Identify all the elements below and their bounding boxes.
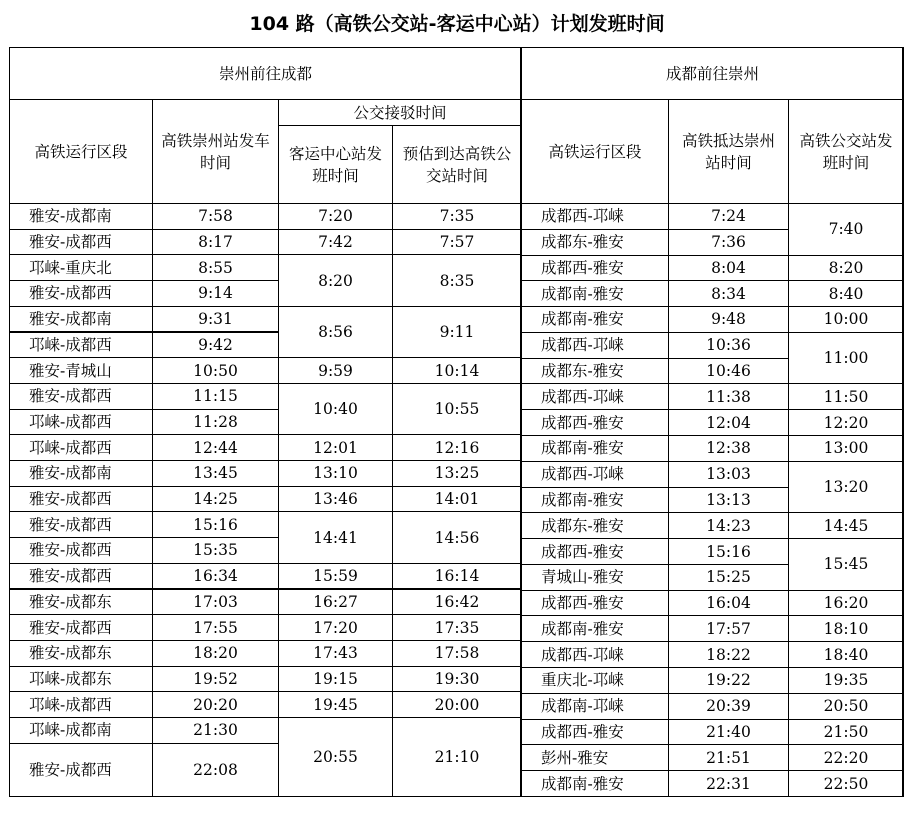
table-cell-arrive: 17:57 [668, 615, 789, 642]
table-cell-bus-depart: 13:00 [788, 435, 904, 462]
table-cell-bus-depart: 12:20 [788, 409, 904, 436]
table-cell-arrive: 21:40 [668, 719, 789, 746]
table-cell-segment: 雅安-成都西 [9, 486, 153, 513]
table-cell-arrive: 20:39 [668, 693, 789, 720]
table-cell-bus-arrive: 10:14 [392, 357, 522, 384]
table-cell-bus-arrive: 7:35 [392, 203, 522, 230]
table-cell-bus-depart: 18:10 [788, 615, 904, 642]
table-cell-arrive: 7:36 [668, 229, 789, 256]
table-cell-segment: 邛崃-成都西 [9, 332, 153, 359]
table-cell-segment: 成都西-雅安 [521, 409, 669, 436]
table-cell-arrive: 11:38 [668, 383, 789, 410]
table-cell-arrive: 8:04 [668, 255, 789, 282]
table-cell-bus-depart: 15:45 [788, 538, 904, 591]
table-cell-bus-depart: 13:46 [278, 486, 393, 513]
table-cell-bus-depart: 16:27 [278, 589, 393, 616]
table-cell-segment: 彭州-雅安 [521, 744, 669, 771]
table-cell-bus-depart: 9:59 [278, 357, 393, 384]
table-cell-segment: 成都东-雅安 [521, 512, 669, 539]
table-cell-arrive: 8:34 [668, 280, 789, 307]
table-cell-bus-arrive: 12:16 [392, 434, 522, 461]
table-cell-segment: 青城山-雅安 [521, 564, 669, 591]
table-cell-bus-arrive: 17:58 [392, 640, 522, 667]
table-cell-bus-depart: 20:55 [278, 717, 393, 797]
table-cell-depart: 22:08 [152, 743, 279, 797]
table-cell-bus-arrive: 10:55 [392, 383, 522, 435]
table-cell-bus-arrive: 16:14 [392, 563, 522, 590]
section-header-left: 崇州前往成都 [9, 47, 522, 100]
section-header-right: 成都前往崇州 [521, 47, 904, 100]
table-cell-arrive: 10:36 [668, 332, 789, 359]
table-cell-depart: 8:17 [152, 229, 279, 256]
table-cell-arrive: 7:24 [668, 203, 789, 230]
table-cell-bus-depart: 11:50 [788, 383, 904, 410]
table-cell-segment: 邛崃-成都西 [9, 409, 153, 436]
column-header-bus-arrive: 预估到达高铁公交站时间 [392, 125, 522, 204]
table-cell-depart: 15:35 [152, 537, 279, 564]
table-cell-segment: 成都西-雅安 [521, 590, 669, 617]
table-cell-bus-depart: 21:50 [788, 719, 904, 746]
table-cell-segment: 成都南-雅安 [521, 306, 669, 333]
table-cell-bus-depart: 10:00 [788, 306, 904, 333]
table-cell-segment: 成都南-雅安 [521, 770, 669, 797]
table-cell-segment: 成都南-雅安 [521, 615, 669, 642]
table-cell-bus-depart: 8:20 [788, 255, 904, 282]
table-cell-bus-depart: 7:40 [788, 203, 904, 256]
table-cell-depart: 19:52 [152, 666, 279, 693]
table-cell-segment: 雅安-成都南 [9, 203, 153, 230]
table-cell-segment: 重庆北-邛崃 [521, 667, 669, 694]
table-cell-depart: 9:31 [152, 306, 279, 333]
table-cell-bus-arrive: 16:42 [392, 589, 522, 616]
table-cell-depart: 11:28 [152, 409, 279, 436]
column-header-segment: 高铁运行区段 [521, 99, 669, 204]
table-cell-bus-depart: 17:20 [278, 614, 393, 641]
table-cell-bus-depart: 8:56 [278, 306, 393, 358]
table-cell-bus-depart: 13:10 [278, 460, 393, 487]
table-cell-bus-arrive: 7:57 [392, 229, 522, 256]
table-cell-bus-depart: 10:40 [278, 383, 393, 435]
table-cell-bus-arrive: 8:35 [392, 254, 522, 306]
table-cell-segment: 邛崃-成都西 [9, 434, 153, 461]
table-cell-depart: 10:50 [152, 357, 279, 384]
table-cell-segment: 雅安-成都南 [9, 306, 153, 333]
table-cell-bus-arrive: 13:25 [392, 460, 522, 487]
table-cell-depart: 18:20 [152, 640, 279, 667]
table-cell-arrive: 13:03 [668, 461, 789, 488]
table-cell-arrive: 15:16 [668, 538, 789, 565]
table-cell-bus-arrive: 17:35 [392, 614, 522, 641]
table-cell-arrive: 10:46 [668, 358, 789, 385]
table-cell-segment: 雅安-成都东 [9, 640, 153, 667]
table-cell-segment: 成都西-雅安 [521, 719, 669, 746]
column-header-bus-depart: 客运中心站发班时间 [278, 125, 393, 204]
table-cell-depart: 12:44 [152, 434, 279, 461]
table-cell-depart: 14:25 [152, 486, 279, 513]
table-cell-bus-arrive: 9:11 [392, 306, 522, 358]
table-cell-depart: 16:34 [152, 563, 279, 590]
page-title: 104 路（高铁公交站-客运中心站）计划发班时间 [249, 13, 665, 35]
table-cell-segment: 雅安-成都西 [9, 537, 153, 564]
table-cell-bus-arrive: 20:00 [392, 691, 522, 718]
table-cell-arrive: 21:51 [668, 744, 789, 771]
table-cell-bus-depart: 7:42 [278, 229, 393, 256]
table-cell-bus-depart: 20:50 [788, 693, 904, 720]
table-cell-segment: 成都南-雅安 [521, 487, 669, 514]
table-cell-arrive: 22:31 [668, 770, 789, 797]
table-cell-depart: 17:55 [152, 614, 279, 641]
column-group-bus-transfer: 公交接驳时间 [278, 99, 522, 126]
table-cell-segment: 雅安-成都西 [9, 563, 153, 590]
table-cell-segment: 成都西-雅安 [521, 255, 669, 282]
table-cell-segment: 成都西-雅安 [521, 538, 669, 565]
table-cell-depart: 11:15 [152, 383, 279, 410]
column-header-bus: 高铁公交站发班时间 [788, 99, 904, 204]
table-cell-segment: 雅安-成都西 [9, 743, 153, 797]
table-cell-segment: 成都南-邛崃 [521, 693, 669, 720]
table-cell-arrive: 13:13 [668, 487, 789, 514]
table-cell-bus-depart: 8:40 [788, 280, 904, 307]
table-cell-bus-depart: 19:15 [278, 666, 393, 693]
table-cell-bus-depart: 13:20 [788, 461, 904, 514]
table-cell-bus-depart: 22:50 [788, 770, 904, 797]
table-cell-depart: 7:58 [152, 203, 279, 230]
table-cell-segment: 雅安-成都西 [9, 229, 153, 256]
table-cell-segment: 成都西-邛崃 [521, 383, 669, 410]
column-header-segment: 高铁运行区段 [9, 99, 153, 204]
table-cell-depart: 15:16 [152, 511, 279, 538]
table-cell-segment: 成都南-雅安 [521, 280, 669, 307]
table-cell-depart: 9:42 [152, 332, 279, 359]
table-cell-bus-arrive: 19:30 [392, 666, 522, 693]
table-cell-segment: 雅安-成都西 [9, 383, 153, 410]
table-cell-bus-depart: 14:41 [278, 511, 393, 563]
table-cell-bus-depart: 8:20 [278, 254, 393, 306]
table-cell-arrive: 12:04 [668, 409, 789, 436]
table-cell-segment: 成都东-雅安 [521, 358, 669, 385]
table-cell-segment: 成都西-邛崃 [521, 332, 669, 359]
table-cell-segment: 邛崃-重庆北 [9, 254, 153, 281]
table-cell-bus-depart: 7:20 [278, 203, 393, 230]
table-cell-bus-depart: 19:45 [278, 691, 393, 718]
table-cell-arrive: 19:22 [668, 667, 789, 694]
table-cell-segment: 成都西-邛崃 [521, 203, 669, 230]
table-cell-segment: 成都南-雅安 [521, 435, 669, 462]
table-cell-depart: 8:55 [152, 254, 279, 281]
table-cell-bus-arrive: 21:10 [392, 717, 522, 797]
table-cell-bus-depart: 15:59 [278, 563, 393, 590]
table-cell-segment: 雅安-成都西 [9, 280, 153, 307]
table-cell-arrive: 9:48 [668, 306, 789, 333]
table-cell-arrive: 16:04 [668, 590, 789, 617]
table-cell-segment: 成都西-邛崃 [521, 641, 669, 668]
table-cell-depart: 17:03 [152, 589, 279, 616]
table-cell-segment: 成都西-邛崃 [521, 461, 669, 488]
table-cell-bus-depart: 19:35 [788, 667, 904, 694]
table-cell-bus-depart: 22:20 [788, 744, 904, 771]
table-cell-arrive: 15:25 [668, 564, 789, 591]
table-cell-arrive: 18:22 [668, 641, 789, 668]
table-cell-bus-arrive: 14:01 [392, 486, 522, 513]
table-cell-segment: 邛崃-成都西 [9, 691, 153, 718]
table-cell-segment: 雅安-成都东 [9, 589, 153, 616]
table-cell-segment: 邛崃-成都南 [9, 717, 153, 744]
table-cell-segment: 雅安-青城山 [9, 357, 153, 384]
table-cell-segment: 邛崃-成都东 [9, 666, 153, 693]
table-cell-arrive: 14:23 [668, 512, 789, 539]
table-cell-segment: 成都东-雅安 [521, 229, 669, 256]
table-cell-bus-depart: 16:20 [788, 590, 904, 617]
table-cell-segment: 雅安-成都南 [9, 460, 153, 487]
table-cell-bus-depart: 18:40 [788, 641, 904, 668]
table-cell-bus-arrive: 14:56 [392, 511, 522, 563]
table-cell-bus-depart: 17:43 [278, 640, 393, 667]
table-cell-segment: 雅安-成都西 [9, 614, 153, 641]
table-cell-segment: 雅安-成都西 [9, 511, 153, 538]
table-cell-arrive: 12:38 [668, 435, 789, 462]
table-cell-depart: 21:30 [152, 717, 279, 744]
column-header-depart: 高铁崇州站发车时间 [152, 99, 279, 204]
table-cell-bus-depart: 11:00 [788, 332, 904, 385]
table-cell-depart: 13:45 [152, 460, 279, 487]
table-cell-depart: 20:20 [152, 691, 279, 718]
table-cell-bus-depart: 14:45 [788, 512, 904, 539]
table-cell-depart: 9:14 [152, 280, 279, 307]
column-header-arrive: 高铁抵达崇州站时间 [668, 99, 789, 204]
table-cell-bus-depart: 12:01 [278, 434, 393, 461]
